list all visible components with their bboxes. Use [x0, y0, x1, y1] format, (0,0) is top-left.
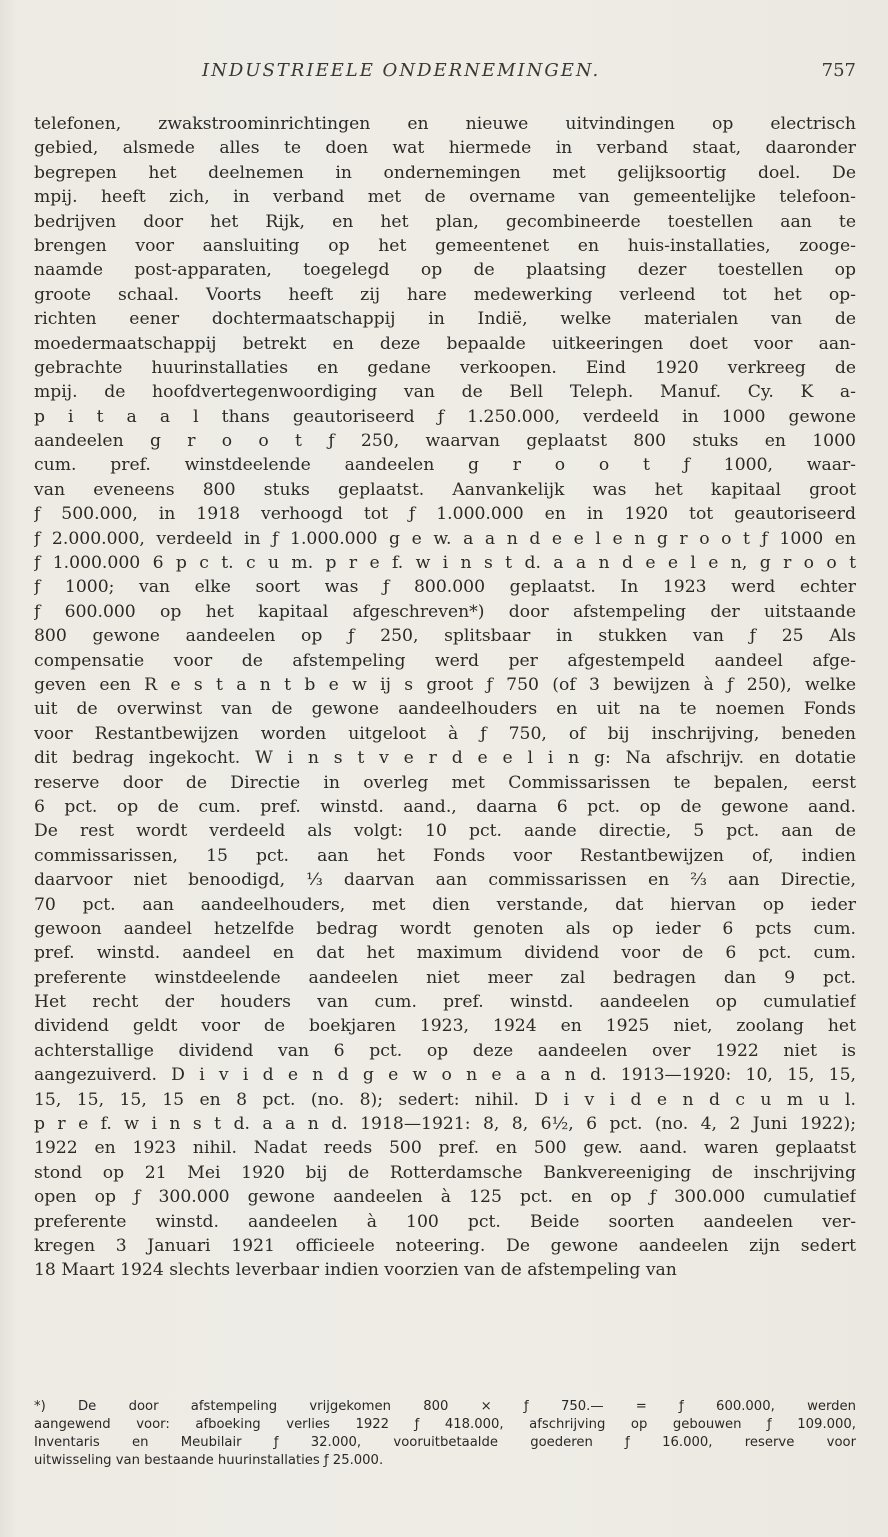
text-line: geven een R e s t a n t b e w ij s groot ƒ 750 (of 3 bewijzen à ƒ 250), welke: [34, 674, 856, 695]
text-line: 800 gewone aandeelen op ƒ 250, splitsbaar in stukken van ƒ 25 Als: [34, 626, 856, 647]
text-line: stond op 21 Mei 1920 bij de Rotterdamsche Bankvereeniging de inschrijving: [34, 1162, 856, 1183]
text-line: cum. pref. winstdeelende aandeelen g r o o t ƒ 1000, waar-: [34, 455, 856, 476]
text-line: brengen voor aansluiting op het gemeentenet en huis-installaties, zooge-: [34, 235, 856, 256]
page-header: [34, 60, 856, 86]
text-line: gebied, alsmede alles te doen wat hiermede in verband staat, daaronder: [34, 138, 856, 159]
text-line: naamde post-apparaten, toegelegd op de plaatsing dezer toestellen op: [34, 260, 856, 281]
running-title: INDUSTRIEELE ONDERNEMINGEN.: [202, 60, 601, 81]
text-line: preferente winstdeelende aandeelen niet meer zal bedragen dan 9 pct.: [34, 967, 856, 988]
text-line: bedrijven door het Rijk, en het plan, gecombineerde toestellen aan te: [34, 211, 856, 232]
text-line: telefonen, zwakstroominrichtingen en nieuwe uitvindingen op electrisch: [34, 114, 856, 134]
text-line: begrepen het deelnemen in ondernemingen met gelijksoortig doel. De: [34, 162, 856, 183]
text-line: mpij. de hoofdvertegenwoordiging van de Bell Teleph. Manuf. Cy. K a-: [34, 382, 856, 403]
text-line: ƒ 1.000.000 6 p c t. c u m. p r e f. w i n s t d. a a n d e e l e n, g r o o t: [34, 553, 856, 574]
text-line: 70 pct. aan aandeelhouders, met dien verstande, dat hiervan op ieder: [34, 894, 856, 915]
text-line: kregen 3 Januari 1921 officieele noteering. De gewone aandeelen zijn sedert: [34, 1235, 856, 1256]
footnote-line: *) De door afstempeling vrijgekomen 800 × ƒ 750.— = ƒ 600.000, werden: [34, 1399, 856, 1414]
text-line: gebrachte huurinstallaties en gedane verkoopen. Eind 1920 verkreeg de: [34, 357, 856, 378]
text-line: 1922 en 1923 nihil. Nadat reeds 500 pref. en 500 gew. aand. waren geplaatst: [34, 1138, 856, 1159]
text-line: p i t a a l thans geautoriseerd ƒ 1.250.000, verdeeld in 1000 gewone: [34, 406, 856, 427]
text-line: aandeelen g r o o t ƒ 250, waarvan geplaatst 800 stuks en 1000: [34, 431, 856, 452]
text-line: compensatie voor de afstempeling werd per afgestempeld aandeel afge-: [34, 650, 856, 671]
text-line: ƒ 1000; van elke soort was ƒ 800.000 geplaatst. In 1923 werd echter: [34, 577, 856, 598]
text-line: daarvoor niet benoodigd, ⅓ daarvan aan commissarissen en ⅔ aan Directie,: [34, 870, 856, 891]
page-number: 757: [821, 60, 856, 81]
text-line: 6 pct. op de cum. pref. winstd. aand., daarna 6 pct. op de gewone aand.: [34, 796, 856, 817]
text-line: gewoon aandeel hetzelfde bedrag wordt genoten als op ieder 6 pcts cum.: [34, 918, 856, 939]
text-line: 18 Maart 1924 slechts leverbaar indien voorzien van de afstempeling van: [34, 1260, 677, 1281]
footnote-line: Inventaris en Meubilair ƒ 32.000, vooruitbetaalde goederen ƒ 16.000, reserve voor: [34, 1435, 856, 1450]
text-line: mpij. heeft zich, in verband met de overname van gemeentelijke telefoon-: [34, 187, 856, 208]
text-line: open op ƒ 300.000 gewone aandeelen à 125 pct. en op ƒ 300.000 cumulatief: [34, 1187, 856, 1208]
text-line: 15, 15, 15, 15 en 8 pct. (no. 8); sedert: nihil. D i v i d e n d c u m u l.: [34, 1089, 856, 1110]
text-line: moedermaatschappij betrekt en deze bepaalde uitkeeringen doet voor aan-: [34, 333, 856, 354]
text-line: dividend geldt voor de boekjaren 1923, 1924 en 1925 niet, zoolang het: [34, 1016, 856, 1037]
text-line: De rest wordt verdeeld als volgt: 10 pct. aande directie, 5 pct. aan de: [34, 821, 856, 842]
text-line: Het recht der houders van cum. pref. winstd. aandeelen op cumulatief: [34, 992, 856, 1013]
text-line: richten eener dochtermaatschappij in Indië, welke materialen van de: [34, 309, 856, 330]
text-line: dit bedrag ingekocht. W i n s t v e r d e e l i n g: Na afschrijv. en dotatie: [34, 748, 856, 769]
footnote-line: uitwisseling van bestaande huurinstallaties ƒ 25.000.: [34, 1453, 384, 1468]
body-text: [34, 112, 856, 1283]
text-line: aangezuiverd. D i v i d e n d g e w o n e a a n d. 1913—1920: 10, 15, 15,: [34, 1065, 856, 1086]
footnote: [34, 1398, 856, 1470]
text-line: ƒ 2.000.000, verdeeld in ƒ 1.000.000 g e w. a a n d e e l e n g r o o t ƒ 1000 en: [34, 528, 856, 549]
footnote-line: aangewend voor: afboeking verlies 1922 ƒ 418.000, afschrijving op gebouwen ƒ 109.000,: [34, 1417, 856, 1432]
text-line: uit de overwinst van de gewone aandeelhouders en uit na te noemen Fonds: [34, 699, 856, 720]
text-line: ƒ 600.000 op het kapitaal afgeschreven*) door afstempeling der uitstaande: [34, 601, 856, 622]
text-line: preferente winstd. aandeelen à 100 pct. Beide soorten aandeelen ver-: [34, 1211, 856, 1232]
text-line: pref. winstd. aandeel en dat het maximum dividend voor de 6 pct. cum.: [34, 943, 856, 964]
text-line: voor Restantbewijzen worden uitgeloot à ƒ 750, of bij inschrijving, beneden: [34, 723, 856, 744]
text-line: ƒ 500.000, in 1918 verhoogd tot ƒ 1.000.000 en in 1920 tot geautoriseerd: [34, 504, 856, 525]
text-line: groote schaal. Voorts heeft zij hare medewerking verleend tot het op-: [34, 284, 856, 305]
text-line: p r e f. w i n s t d. a a n d. 1918—1921: 8, 8, 6½, 6 pct. (no. 4, 2 Juni 1922);: [34, 1114, 856, 1135]
text-line: commissarissen, 15 pct. aan het Fonds voor Restantbewijzen of, indien: [34, 845, 856, 866]
text-line: van eveneens 800 stuks geplaatst. Aanvankelijk was het kapitaal groot: [34, 479, 856, 500]
text-line: achterstallige dividend van 6 pct. op deze aandeelen over 1922 niet is: [34, 1040, 856, 1061]
text-line: reserve door de Directie in overleg met Commissarissen te bepalen, eerst: [34, 772, 856, 793]
